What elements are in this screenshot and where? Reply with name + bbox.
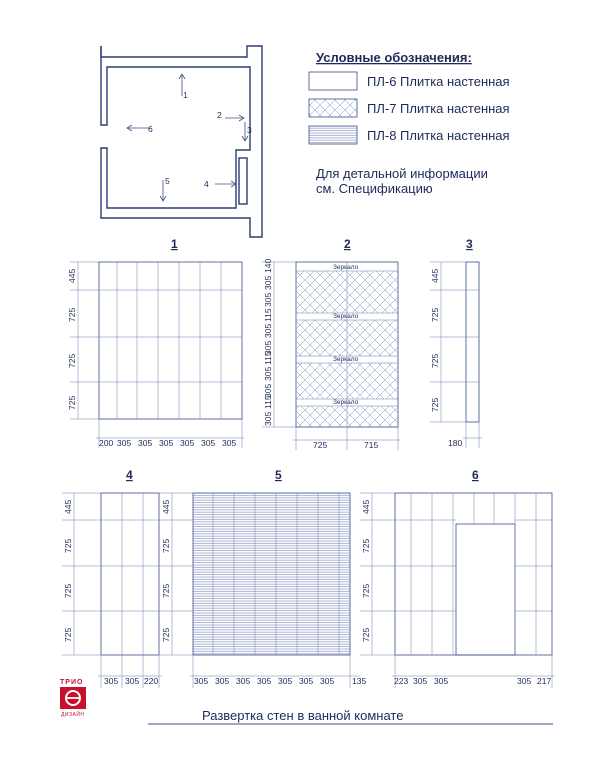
- legend-swatch-lines: [309, 126, 357, 144]
- wall-6-height-725-b: 725: [361, 583, 371, 598]
- wall-4-height-725-c: 725: [63, 627, 73, 642]
- wall-1-height-445: 445: [67, 268, 77, 283]
- plan-marker-5: 5: [165, 176, 170, 186]
- wall-1-width-305-a: 305: [117, 438, 132, 448]
- legend-note-line2: см. Спецификацию: [316, 181, 433, 196]
- wall-5-width-305-a: 305: [194, 676, 209, 686]
- plan-marker-1: 1: [183, 90, 188, 100]
- wall-6-height-445: 445: [361, 499, 371, 514]
- wall-2-mirror-label-3: Зеркало: [333, 356, 359, 363]
- wall-2-height-305-g: 305: [263, 411, 273, 426]
- wall-2-height-305-c: 305: [263, 323, 273, 338]
- wall-2-height-115-b: 115: [263, 351, 273, 365]
- wall-elevation-3: [430, 237, 482, 448]
- wall-2-mirror-label-4: Зеркало: [333, 399, 359, 406]
- wall-6-door-opening: [456, 524, 515, 655]
- wall-4-width-220: 220: [144, 676, 159, 686]
- logo-top-text: ТРИО: [60, 679, 84, 686]
- wall-6-width-305-b: 305: [434, 676, 449, 686]
- wall-2-width-725: 725: [313, 440, 328, 450]
- wall-2-height-305-f: 305: [263, 383, 273, 398]
- wall-1-width-200: 200: [99, 438, 114, 448]
- legend: [309, 50, 510, 196]
- wall-elevation-1: [67, 237, 244, 448]
- wall-2-label: 2: [344, 237, 351, 251]
- wall-5-height-725-b: 725: [161, 583, 171, 598]
- wall-4-width-305-a: 305: [104, 676, 119, 686]
- plan-marker-6: 6: [148, 124, 153, 134]
- wall-elevation-2: [262, 237, 400, 450]
- wall-1-width-305-b: 305: [138, 438, 153, 448]
- wall-5-height-725-c: 725: [161, 627, 171, 642]
- wall-5-width-305-c: 305: [236, 676, 251, 686]
- wall-1-label: 1: [171, 237, 178, 251]
- wall-5-height-445: 445: [161, 499, 171, 514]
- wall-2-width-715: 715: [364, 440, 379, 450]
- wall-4-height-445: 445: [63, 499, 73, 514]
- wall-3-height-725-c: 725: [430, 397, 440, 412]
- wall-1-width-305-c: 305: [159, 438, 174, 448]
- wall-5-width-135: 135: [352, 676, 367, 686]
- wall-5-pattern: [193, 493, 350, 655]
- wall-5-width-305-g: 305: [320, 676, 335, 686]
- wall-2-mirror-label-1: Зеркало: [333, 264, 359, 271]
- plan-marker-4: 4: [204, 179, 209, 189]
- wall-6-height-725-a: 725: [361, 538, 371, 553]
- wall-elevation-5: [158, 468, 366, 688]
- wall-3-height-725-b: 725: [430, 353, 440, 368]
- wall-4-height-725-b: 725: [63, 583, 73, 598]
- wall-2-height-305-e: 305: [263, 366, 273, 381]
- legend-title: Условные обозначения:: [316, 50, 472, 65]
- plan-marker-2: 2: [217, 110, 222, 120]
- wall-5-width-305-d: 305: [257, 676, 272, 686]
- wall-4-height-725-a: 725: [63, 538, 73, 553]
- wall-1-height-725-a: 725: [67, 307, 77, 322]
- legend-swatch-diamond: [309, 99, 357, 117]
- wall-5-width-305-f: 305: [299, 676, 314, 686]
- wall-5-width-305-e: 305: [278, 676, 293, 686]
- wall-3-label: 3: [466, 237, 473, 251]
- wall-2-height-140: 140: [263, 258, 273, 273]
- floor-plan: [101, 46, 262, 237]
- wall-3-height-445: 445: [430, 268, 440, 283]
- wall-5-label: 5: [275, 468, 282, 482]
- plan-marker-3: 3: [247, 125, 252, 135]
- wall-4-label: 4: [126, 468, 133, 482]
- wall-2-height-305-d: 305: [263, 340, 273, 355]
- wall-6-width-223: 223: [394, 676, 409, 686]
- plan-fixture: [239, 158, 247, 204]
- legend-item-3: ПЛ-8 Плитка настенная: [367, 128, 510, 143]
- wall-6-width-305-c: 305: [517, 676, 532, 686]
- wall-4-width-305-b: 305: [125, 676, 140, 686]
- wall-elevation-6: [360, 468, 555, 688]
- wall-5-width-305-b: 305: [215, 676, 230, 686]
- wall-2-height-115-a: 115: [263, 308, 273, 322]
- wall-1-height-725-b: 725: [67, 353, 77, 368]
- wall-5-height-725-a: 725: [161, 538, 171, 553]
- wall-3-width-180: 180: [448, 438, 463, 448]
- wall-1-width-305-d: 305: [180, 438, 195, 448]
- legend-item-2: ПЛ-7 Плитка настенная: [367, 101, 510, 116]
- sheet-caption: Развертка стен в ванной комнате: [202, 708, 404, 723]
- wall-2-height-115-c: 115: [263, 395, 273, 409]
- wall-elevation-4: [62, 468, 162, 688]
- legend-item-1: ПЛ-6 Плитка настенная: [367, 74, 510, 89]
- wall-6-width-217: 217: [537, 676, 552, 686]
- wall-2-mirror-label-2: Зеркало: [333, 313, 359, 320]
- wall-6-label: 6: [472, 468, 479, 482]
- wall-3-height-725-a: 725: [430, 307, 440, 322]
- wall-1-width-305-e: 305: [201, 438, 216, 448]
- wall-1-height-725-c: 725: [67, 395, 77, 410]
- wall-6-width-305-a: 305: [413, 676, 428, 686]
- legend-note-line1: Для детальной информации: [316, 166, 488, 181]
- wall-2-height-305-a: 305: [263, 275, 273, 290]
- wall-1-width-305-f: 305: [222, 438, 237, 448]
- logo-bottom-text: ДИЗАЙН: [61, 712, 85, 718]
- wall-2-height-305-b: 305: [263, 292, 273, 307]
- wall-6-height-725-c: 725: [361, 627, 371, 642]
- legend-swatch-plain: [309, 72, 357, 90]
